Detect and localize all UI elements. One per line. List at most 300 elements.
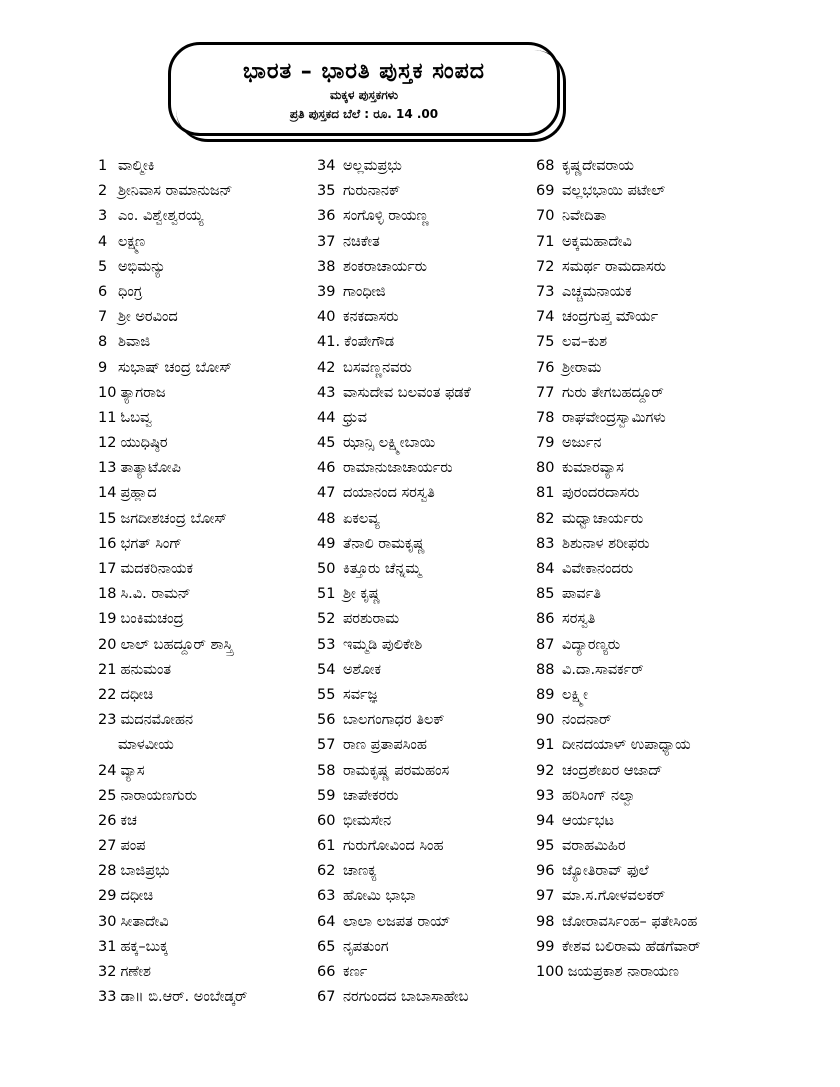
list-item (98, 179, 247, 204)
item-number: 12 (98, 435, 117, 452)
list-item (536, 935, 700, 960)
list-item (98, 884, 247, 909)
list-item (536, 154, 700, 179)
item-number: 61 (317, 838, 336, 855)
item-title: ಯುಧಿಷ್ಠಿರ (120, 435, 168, 452)
item-title: ಡಾ॥ ಬಿ.ಆರ್. ಅಂಬೇಡ್ಕರ್ (120, 989, 248, 1006)
list-item (536, 481, 700, 506)
item-title: ಭೀಮಸೇನ (343, 812, 392, 829)
item-number: 1 (98, 158, 108, 174)
item-title: ಹರಿಸಿಂಗ್ ನಲ್ವಾ (562, 787, 637, 804)
item-number: 81 (536, 485, 555, 502)
item-title: ಅಕ್ಕಮಹಾದೇವಿ (562, 233, 632, 250)
item-title: ಗುರುನಾನಕ್ (343, 183, 401, 200)
list-item (98, 784, 247, 809)
item-title: ವಲ್ಲಭಭಾಯಿ ಪಟೇಲ್ (562, 183, 666, 200)
item-title: ವಾಸುದೇವ ಬಲವಂತ ಫಡಕೆ (343, 384, 471, 401)
item-title: ನಚಿಕೇತ (343, 233, 380, 250)
list-item (536, 406, 700, 431)
list-item (317, 733, 471, 758)
item-title: ನೃಪತುಂಗ (343, 938, 389, 955)
list-item (317, 154, 471, 179)
item-number: 13 (98, 460, 117, 477)
item-number: 50 (317, 561, 336, 577)
item-title: ಮದಕರಿನಾಯಕ (120, 561, 194, 577)
item-number: 75 (536, 334, 555, 351)
list-item (317, 557, 471, 582)
item-number: 29 (98, 888, 117, 905)
list-item (98, 431, 247, 456)
item-title: ನಿವೇದಿತಾ (562, 208, 607, 225)
item-title: ಚಂದ್ರಶೇಖರ ಆಜಾದ್ (562, 762, 663, 779)
item-title: ಲಕ್ಷ್ಮೀ (562, 686, 588, 703)
item-number: 58 (317, 762, 336, 779)
item-number: 20 (98, 636, 117, 653)
list-item (98, 305, 247, 330)
item-number: 22 (98, 686, 117, 703)
list-item (98, 330, 247, 355)
item-number: 23 (98, 712, 117, 729)
item-title: ನಾರಾಯಣಗುರು (120, 787, 197, 804)
item-title: ಶ್ರೀ ಅರವಿಂದ (118, 309, 178, 326)
list-item (536, 834, 700, 859)
item-title: ವಿದ್ಯಾರಣ್ಯರು (562, 636, 621, 653)
item-number: 90 (536, 712, 555, 729)
item-number: 62 (317, 863, 336, 880)
list-item (317, 481, 471, 506)
list-item (98, 507, 247, 532)
list-item (317, 935, 471, 960)
list-item (98, 633, 247, 658)
list-item (317, 884, 471, 909)
item-number: 84 (536, 561, 555, 577)
list-item (536, 204, 700, 229)
item-number: 100 (536, 964, 564, 980)
list-item (317, 456, 471, 481)
list-item (536, 910, 700, 935)
item-number: 72 (536, 258, 555, 275)
item-number: 26 (98, 812, 117, 829)
item-number: 51 (317, 586, 336, 603)
item-title: ದಧೀಚಿ (120, 888, 154, 905)
item-number: 85 (536, 586, 555, 603)
item-number: 87 (536, 636, 555, 653)
list-item (317, 230, 471, 255)
item-title: ಕನಕದಾಸರು (343, 309, 399, 326)
item-title: ಶ್ರೀನಿವಾಸ ರಾಮಾನುಜನ್ (118, 183, 233, 200)
item-number: 65 (317, 938, 336, 955)
item-title: ಕಿತ್ತೂರು ಚೆನ್ನಮ್ಮ (343, 561, 422, 577)
list-item (536, 784, 700, 809)
list-item (536, 456, 700, 481)
list-item (317, 330, 471, 355)
item-number: 59 (317, 787, 336, 804)
item-number: 68 (536, 158, 555, 174)
list-item (317, 356, 471, 381)
item-number: 39 (317, 283, 336, 300)
list-item (536, 733, 700, 758)
list-item (536, 557, 700, 582)
item-number: 77 (536, 384, 555, 401)
item-number: 82 (536, 510, 555, 527)
list-item (317, 633, 471, 658)
item-number: 30 (98, 913, 117, 930)
list-item (98, 910, 247, 935)
item-number: 38 (317, 258, 336, 275)
item-number: 91 (536, 737, 555, 754)
item-number: 27 (98, 838, 117, 855)
item-number: 98 (536, 913, 555, 930)
item-number: 25 (98, 787, 117, 804)
list-item (536, 431, 700, 456)
item-title: ಪಂಪ (120, 838, 146, 855)
item-number: 6 (98, 283, 108, 300)
item-number: 9 (98, 359, 108, 376)
list-item (98, 658, 247, 683)
item-title: ಶಂಕರಾಚಾರ್ಯರು (343, 258, 428, 275)
item-number: 21 (98, 661, 117, 678)
item-number: 57 (317, 737, 336, 754)
item-title: ವಿ.ದಾ.ಸಾವರ್ಕರ್ (562, 661, 644, 678)
price-line: ಪ್ರತಿ ಪುಸ್ತಕದ ಬೆಲೆ : ರೂ. 14 .00 (289, 107, 439, 121)
list-item (536, 381, 700, 406)
item-title: ತ್ಯಾಗರಾಜ (120, 384, 166, 401)
item-title: ಶಿವಾಜಿ (118, 334, 151, 351)
item-number: 40 (317, 309, 336, 326)
list-item (317, 507, 471, 532)
page-title: ಭಾರತ – ಭಾರತಿ ಪುಸ್ತಕ ಸಂಪದ (243, 59, 485, 84)
list-item (317, 759, 471, 784)
item-title: ಪಾರ್ವತಿ (562, 586, 601, 603)
item-title: ಮಧ್ವಾಚಾರ್ಯರು (562, 510, 644, 527)
item-number: 89 (536, 686, 555, 703)
list-item (317, 960, 471, 985)
item-title: ಏಕಲವ್ಯ (343, 510, 380, 527)
item-title: ಕೇಶವ ಬಲಿರಾಮ ಹೆಡಗೆವಾರ್ (562, 938, 701, 955)
item-title: ಪ್ರಹ್ಲಾದ (120, 485, 157, 502)
item-number: 7 (98, 309, 108, 326)
item-number: 52 (317, 611, 336, 628)
item-title: ಗುರು ತೇಗಬಹದ್ದೂರ್ (562, 384, 664, 401)
list-item (317, 305, 471, 330)
item-title: ಚಾಪೇಕರರು (343, 787, 399, 804)
list-item (536, 582, 700, 607)
item-title: ಸೀತಾದೇವಿ (120, 913, 169, 930)
list-item (536, 507, 700, 532)
list-item (536, 884, 700, 909)
item-title: ಧಿಂಗ್ರ (118, 283, 143, 300)
item-title: ಕೆಂಪೇಗೌಡ (344, 334, 395, 351)
item-number: 60 (317, 812, 336, 829)
list-item (317, 381, 471, 406)
item-title: ವ್ಯಾಸ (120, 762, 145, 779)
item-number: 18 (98, 586, 117, 603)
item-title: ರಾಮಾನುಜಾಚಾರ್ಯರು (343, 460, 453, 477)
item-title: ಬಾಲಗಂಗಾಧರ ತಿಲಕ್ (343, 712, 445, 729)
item-title: ಹಕ್ಕ–ಬುಕ್ಕ (120, 938, 168, 955)
item-number: 24 (98, 762, 117, 779)
list-item (536, 759, 700, 784)
item-title: ದೀನದಯಾಳ್ ಉಪಾಧ್ಯಾಯ (562, 737, 691, 754)
list-item (98, 708, 247, 733)
item-title: ಸಂಗೊಳ್ಳಿ ರಾಯಣ್ಣ (343, 208, 429, 225)
item-title: ಝಾನ್ಸಿ ಲಕ್ಷ್ಮೀಬಾಯಿ (343, 435, 436, 452)
item-title: ಚಂದ್ರಗುಪ್ತ ಮೌರ್ಯ (562, 309, 659, 326)
page-subtitle: ಮಕ್ಕಳ ಪುಸ್ತಕಗಳು (329, 88, 399, 102)
item-title: ಬಾಜಿಪ್ರಭು (120, 863, 170, 880)
item-title: ಗಾಂಧೀಜಿ (343, 283, 386, 300)
item-number: 31 (98, 938, 117, 955)
item-title: ಸಮರ್ಥ ರಾಮದಾಸರು (562, 258, 667, 275)
item-number: 53 (317, 636, 336, 653)
item-title: ಕುಮಾರವ್ಯಾಸ (562, 460, 624, 477)
list-item (98, 582, 247, 607)
item-title: ರಾಣ ಪ್ರತಾಪಸಿಂಹ (343, 737, 427, 754)
list-item (317, 582, 471, 607)
list-item (536, 179, 700, 204)
item-title: ದಧೀಚಿ (120, 686, 154, 703)
item-title: ಚಾಣಕ್ಯ (343, 863, 377, 880)
list-item (317, 406, 471, 431)
list-item (536, 255, 700, 280)
item-title: ಕರ್ಣ (343, 964, 368, 980)
item-number: 93 (536, 787, 555, 804)
item-number: 96 (536, 863, 555, 880)
list-item (98, 935, 247, 960)
list-item (536, 633, 700, 658)
item-title: ಇಮ್ಮಡಿ ಪುಲಿಕೇಶಿ (343, 636, 423, 653)
list-item (98, 834, 247, 859)
item-title: ಅಭಿಮನ್ಯು (118, 258, 166, 275)
item-number: 48 (317, 510, 336, 527)
item-title: ವಿವೇಕಾನಂದರು (562, 561, 634, 577)
list-item (536, 607, 700, 632)
item-number: 47 (317, 485, 336, 502)
list-item (536, 356, 700, 381)
item-number: 15 (98, 510, 117, 527)
item-title: ಶ್ರೀ ಕೃಷ್ಣ (343, 586, 381, 603)
item-number: 16 (98, 535, 117, 552)
list-item (317, 255, 471, 280)
list-item (98, 960, 247, 985)
list-item (317, 431, 471, 456)
item-number: 56 (317, 712, 336, 729)
list-item (98, 607, 247, 632)
item-number: 78 (536, 409, 555, 426)
item-title: ಮದನಮೋಹನ (120, 712, 194, 729)
item-title: ಮಾ.ಸ.ಗೋಳವಲಕರ್ (562, 888, 666, 905)
item-title: ತಾತ್ಯಾಟೋಪಿ (120, 460, 181, 477)
item-number: 97 (536, 888, 555, 905)
item-number: 34 (317, 158, 336, 174)
list-item (98, 280, 247, 305)
item-title: ಶಿಶುನಾಳ ಶರೀಫರು (562, 535, 650, 552)
item-number: 66 (317, 964, 336, 980)
item-number: 70 (536, 208, 555, 225)
item-number: 49 (317, 535, 336, 552)
item-number: 32 (98, 964, 117, 980)
item-number: 11 (98, 409, 117, 426)
item-title: ಲವ–ಕುಶ (562, 334, 608, 351)
list-item (317, 683, 471, 708)
item-title: ಎಚ್ಚಮನಾಯಕ (562, 283, 632, 300)
item-title: ಕಚ (120, 812, 137, 829)
list-item (98, 481, 247, 506)
item-title: ಲಾಲಾ ಲಜಪತ ರಾಯ್ (343, 913, 451, 930)
list-item (536, 532, 700, 557)
list-item (317, 910, 471, 935)
item-title: ಧ್ರುವ (343, 409, 367, 426)
item-number: 55 (317, 686, 336, 703)
list-item (536, 280, 700, 305)
item-title: ಪುರಂದರದಾಸರು (562, 485, 640, 502)
item-number: 79 (536, 435, 555, 452)
list-item (536, 658, 700, 683)
list-item (98, 230, 247, 255)
item-number: 64 (317, 913, 336, 930)
list-item (317, 658, 471, 683)
item-title: ಸುಭಾಷ್ ಚಂದ್ರ ಬೋಸ್ (118, 359, 232, 376)
list-item (98, 456, 247, 481)
item-title: ಸಿ.ವಿ. ರಾಮನ್ (120, 586, 191, 603)
item-title: ತೆನಾಲಿ ರಾಮಕೃಷ್ಣ (343, 535, 425, 552)
item-title: ನರಗುಂದದ ಬಾಬಾಸಾಹೇಬ (343, 989, 469, 1006)
list-item (317, 204, 471, 229)
list-item (317, 859, 471, 884)
item-number: 17 (98, 561, 117, 577)
list-item (98, 683, 247, 708)
list-item (98, 809, 247, 834)
list-item (317, 532, 471, 557)
item-title: ಲಾಲ್ ಬಹದ್ದೂರ್ ಶಾಸ್ತ್ರಿ (120, 636, 233, 653)
list-item (98, 759, 247, 784)
item-number: 8 (98, 334, 108, 351)
list-item (98, 406, 247, 431)
item-number: 42 (317, 359, 336, 376)
item-title: ಮಾಳವೀಯ (118, 737, 174, 754)
book-list-column-2 (317, 154, 471, 1010)
list-item (317, 784, 471, 809)
item-number: 19 (98, 611, 117, 628)
item-title: ಅಲ್ಲಮಪ್ರಭು (343, 158, 402, 174)
list-item (536, 305, 700, 330)
item-title: ಜಯಪ್ರಕಾಶ ನಾರಾಯಣ (567, 964, 679, 980)
list-item (317, 179, 471, 204)
list-item (98, 204, 247, 229)
item-title: ಗಣೇಶ (120, 964, 151, 980)
item-number: 71 (536, 233, 555, 250)
item-number: 86 (536, 611, 555, 628)
item-title: ಓಬವ್ವ (120, 409, 152, 426)
item-title: ಆರ್ಯಭಟ (562, 812, 614, 829)
item-number: 94 (536, 812, 555, 829)
list-item (98, 557, 247, 582)
list-item (98, 733, 247, 758)
item-number: 67 (317, 989, 336, 1006)
item-title: ವರಾಹಮಿಹಿರ (562, 838, 626, 855)
list-item (317, 985, 471, 1010)
item-title: ದಯಾನಂದ ಸರಸ್ವತಿ (343, 485, 435, 502)
item-title: ಅರ್ಜುನ (562, 435, 602, 452)
item-title: ಎಂ. ವಿಶ್ವೇಶ್ವರಯ್ಯ (118, 208, 204, 225)
item-title: ಶ್ರೀರಾಮ (562, 359, 602, 376)
item-number: 80 (536, 460, 555, 477)
list-item (536, 960, 700, 985)
item-title: ಸರ್ವಜ್ಞ (343, 686, 378, 703)
item-number: 69 (536, 183, 555, 200)
book-list-column-1 (98, 154, 247, 1010)
item-number: 99 (536, 938, 555, 955)
item-title: ಲಕ್ಷ್ಮಣ (118, 233, 146, 250)
book-list-column-3 (536, 154, 700, 985)
item-title: ಪರಶುರಾಮ (343, 611, 400, 628)
item-title: ಕೃಷ್ಣದೇವರಾಯ (562, 158, 634, 174)
item-title: ಹೋಮಿ ಭಾಭಾ (343, 888, 416, 905)
item-number: 35 (317, 183, 336, 200)
item-title: ಭಗತ್ ಸಿಂಗ್ (120, 535, 182, 552)
item-number: 14 (98, 485, 117, 502)
item-title: ರಾಮಕೃಷ್ಣ ಪರಮಹಂಸ (343, 762, 450, 779)
item-number: 54 (317, 661, 336, 678)
item-title: ಬಸವಣ್ಣನವರು (343, 359, 412, 376)
item-title: ಜೋರಾವರ್ಸಿಂಹ– ಫತೇಸಿಂಹ (562, 913, 698, 930)
item-title: ಸರಸ್ವತಿ (562, 611, 596, 628)
list-item (536, 330, 700, 355)
item-title: ಅಶೋಕ (343, 661, 382, 678)
list-item (536, 230, 700, 255)
item-number: 3 (98, 208, 108, 225)
item-title: ಜ್ಯೋತಿರಾವ್ ಫುಲೆ (562, 863, 649, 880)
item-number: 36 (317, 208, 336, 225)
item-title: ವಾಲ್ಮೀಕಿ (118, 158, 155, 174)
list-item (98, 356, 247, 381)
list-item (98, 985, 247, 1010)
item-number: 88 (536, 661, 555, 678)
header-box (168, 42, 560, 136)
list-item (536, 809, 700, 834)
list-item (536, 683, 700, 708)
item-number: 73 (536, 283, 555, 300)
item-title: ನಂದನಾರ್ (562, 712, 612, 729)
list-item (317, 280, 471, 305)
item-number: 4 (98, 233, 108, 250)
item-number: 45 (317, 435, 336, 452)
item-number: 41. (317, 334, 341, 351)
item-number: 37 (317, 233, 336, 250)
list-item (98, 381, 247, 406)
list-item (317, 607, 471, 632)
item-title: ರಾಘವೇಂದ್ರಸ್ವಾಮಿಗಳು (562, 409, 666, 426)
list-item (98, 154, 247, 179)
item-number: 46 (317, 460, 336, 477)
item-number: 76 (536, 359, 555, 376)
item-number: 10 (98, 384, 117, 401)
item-title: ಹನುಮಂತ (120, 661, 172, 678)
list-item (317, 708, 471, 733)
item-number: 5 (98, 258, 108, 275)
item-number: 33 (98, 989, 117, 1006)
list-item (98, 532, 247, 557)
list-item (98, 859, 247, 884)
list-item (317, 809, 471, 834)
item-number: 74 (536, 309, 555, 326)
item-number: 2 (98, 183, 108, 200)
item-number: 92 (536, 762, 555, 779)
list-item (536, 859, 700, 884)
item-number: 28 (98, 863, 117, 880)
item-title: ಗುರುಗೋವಿಂದ ಸಿಂಹ (343, 838, 444, 855)
item-title: ಜಗದೀಶಚಂದ್ರ ಬೋಸ್ (120, 510, 227, 527)
